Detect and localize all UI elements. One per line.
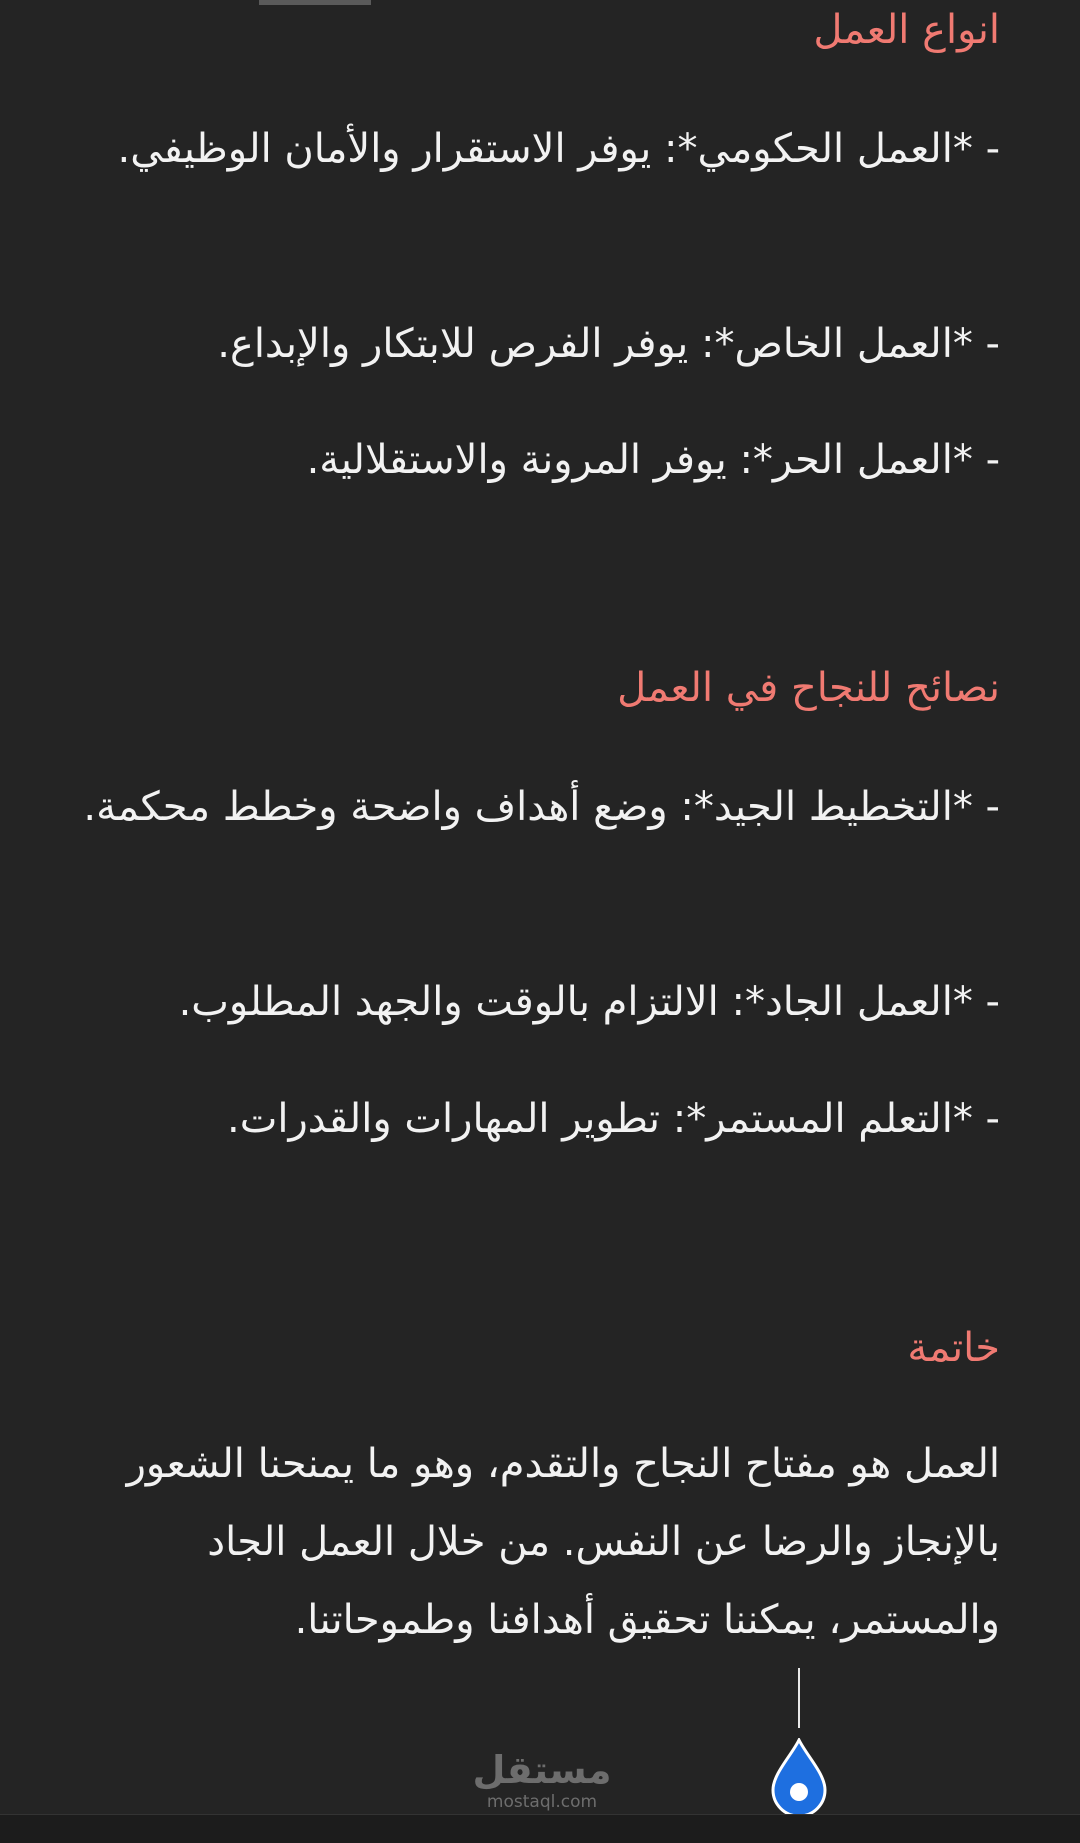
watermark-latin: mostaql.com	[486, 1792, 598, 1812]
list-item: - *العمل الخاص*: يوفر الفرص للابتكار والإبداع.	[217, 321, 1000, 367]
bottom-bar	[0, 1814, 1080, 1843]
list-item: - *العمل الحكومي*: يوفر الاستقرار والأمان الوظيفي.	[117, 126, 1000, 172]
text-selection-handle-icon[interactable]	[771, 1738, 827, 1818]
section-heading-work-types: انواع العمل	[813, 7, 1000, 53]
watermark-arabic: مستقل	[472, 1748, 612, 1792]
list-item: - *العمل الجاد*: الالتزام بالوقت والجهد المطلوب.	[178, 979, 1000, 1025]
text-cursor	[798, 1668, 800, 1728]
list-item: - *التخطيط الجيد*: وضع أهداف واضحة وخطط محكمة.	[83, 784, 1000, 830]
list-item: - *العمل الحر*: يوفر المرونة والاستقلالية.	[306, 437, 1000, 483]
section-heading-success-tips: نصائح للنجاح في العمل	[617, 665, 1000, 711]
conclusion-paragraph: العمل هو مفتاح النجاح والتقدم، وهو ما يمنحنا الشعور بالإنجاز والرضا عن النفس. من خلال العمل الجاد والمستمر، يمكننا تحقيق أهدافنا وطموحاتنا.	[126, 1441, 1000, 1643]
list-item: - *التعلم المستمر*: تطوير المهارات والقدرات.	[227, 1096, 1000, 1142]
section-heading-conclusion: خاتمة	[907, 1325, 1000, 1371]
watermark-logo	[472, 1748, 612, 1812]
